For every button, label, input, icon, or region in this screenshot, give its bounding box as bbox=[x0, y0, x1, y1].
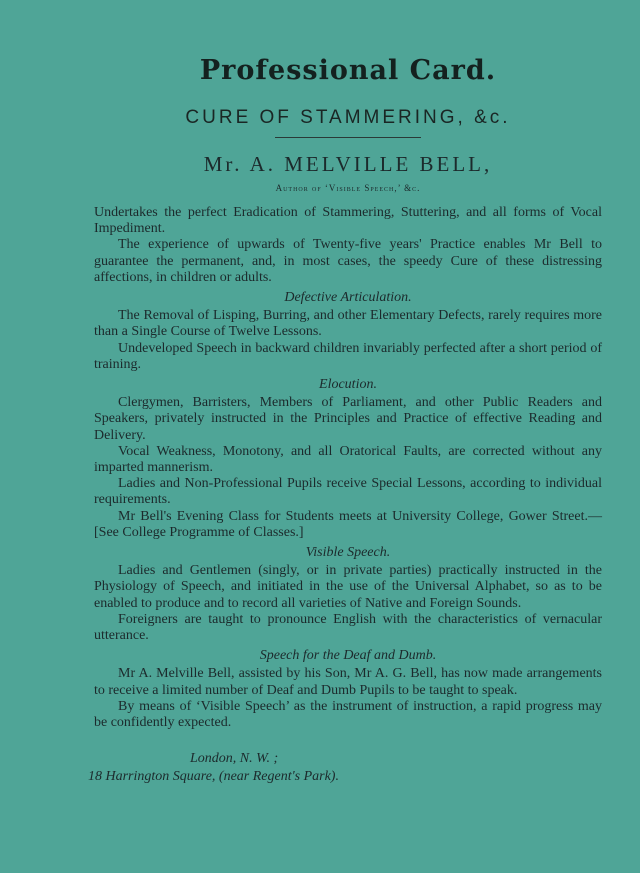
card-subtitle: CURE OF STAMMERING, &c. bbox=[185, 107, 511, 128]
intro-paragraph: The experience of upwards of Twenty-five years' Practice enables Mr Bell to guarantee the permanent, and, in most cases, the speedy Cure of these distressing affections, in children or adults. bbox=[94, 237, 602, 285]
card-title: Professional Card. bbox=[199, 55, 497, 86]
byline: Author of ‘Visible Speech,’ &c. bbox=[275, 183, 421, 193]
address-block bbox=[88, 751, 602, 785]
section-paragraph: Mr Bell's Evening Class for Students meets at University College, Gower Street.—[See College Programme of Classes.] bbox=[94, 508, 602, 540]
section-paragraph: Mr A. Melville Bell, assisted by his Son, Mr A. G. Bell, has now made arrangements to receive a limited number of Deaf and Dumb Pupils to be taught to speak. bbox=[94, 666, 602, 698]
section-paragraph: Ladies and Gentlemen (singly, or in private parties) practically instructed in the Physiology of Speech, and initiated in the use of the Universal Alphabet, so as to be enabled to produce and to record all varieties of Native and Foreign Sounds. bbox=[94, 563, 602, 611]
section-paragraph: Foreigners are taught to pronounce English with the characteristics of vernacular utterance. bbox=[94, 611, 602, 644]
section-paragraph: Ladies and Non-Professional Pupils receive Special Lessons, according to individual requirements. bbox=[94, 476, 602, 508]
practitioner-name: Mr. A. MELVILLE BELL, bbox=[203, 152, 493, 176]
divider-rule bbox=[275, 137, 421, 138]
section-paragraph: By means of ‘Visible Speech’ as the instrument of instruction, a rapid progress may be confidently expected. bbox=[94, 698, 602, 731]
section-paragraph: Clergymen, Barristers, Members of Parliament, and other Public Readers and Speakers, privately instructed in the Principles and Practice of effective Reading and Delivery. bbox=[94, 395, 602, 443]
section-heading: Defective Articulation. bbox=[284, 290, 412, 306]
section-paragraph: The Removal of Lisping, Burring, and other Elementary Defects, rarely requires more than a Single Course of Twelve Lessons. bbox=[94, 308, 602, 340]
card-body bbox=[94, 205, 602, 731]
section-paragraph: Undeveloped Speech in backward children invariably perfected after a short period of training. bbox=[94, 340, 602, 372]
section-heading: Elocution. bbox=[319, 377, 377, 393]
section-heading: Visible Speech. bbox=[305, 545, 391, 561]
location-line: London, N. W. ; bbox=[190, 751, 279, 767]
intro-paragraph: Undertakes the perfect Eradication of Stammering, Stuttering, and all forms of Vocal Impediment. bbox=[94, 205, 602, 237]
section-paragraph: Vocal Weakness, Monotony, and all Oratorical Faults, are corrected without any imparted mannerism. bbox=[94, 443, 602, 476]
section-heading: Speech for the Deaf and Dumb. bbox=[259, 648, 437, 664]
street-address: 18 Harrington Square, (near Regent's Park). bbox=[88, 769, 339, 785]
